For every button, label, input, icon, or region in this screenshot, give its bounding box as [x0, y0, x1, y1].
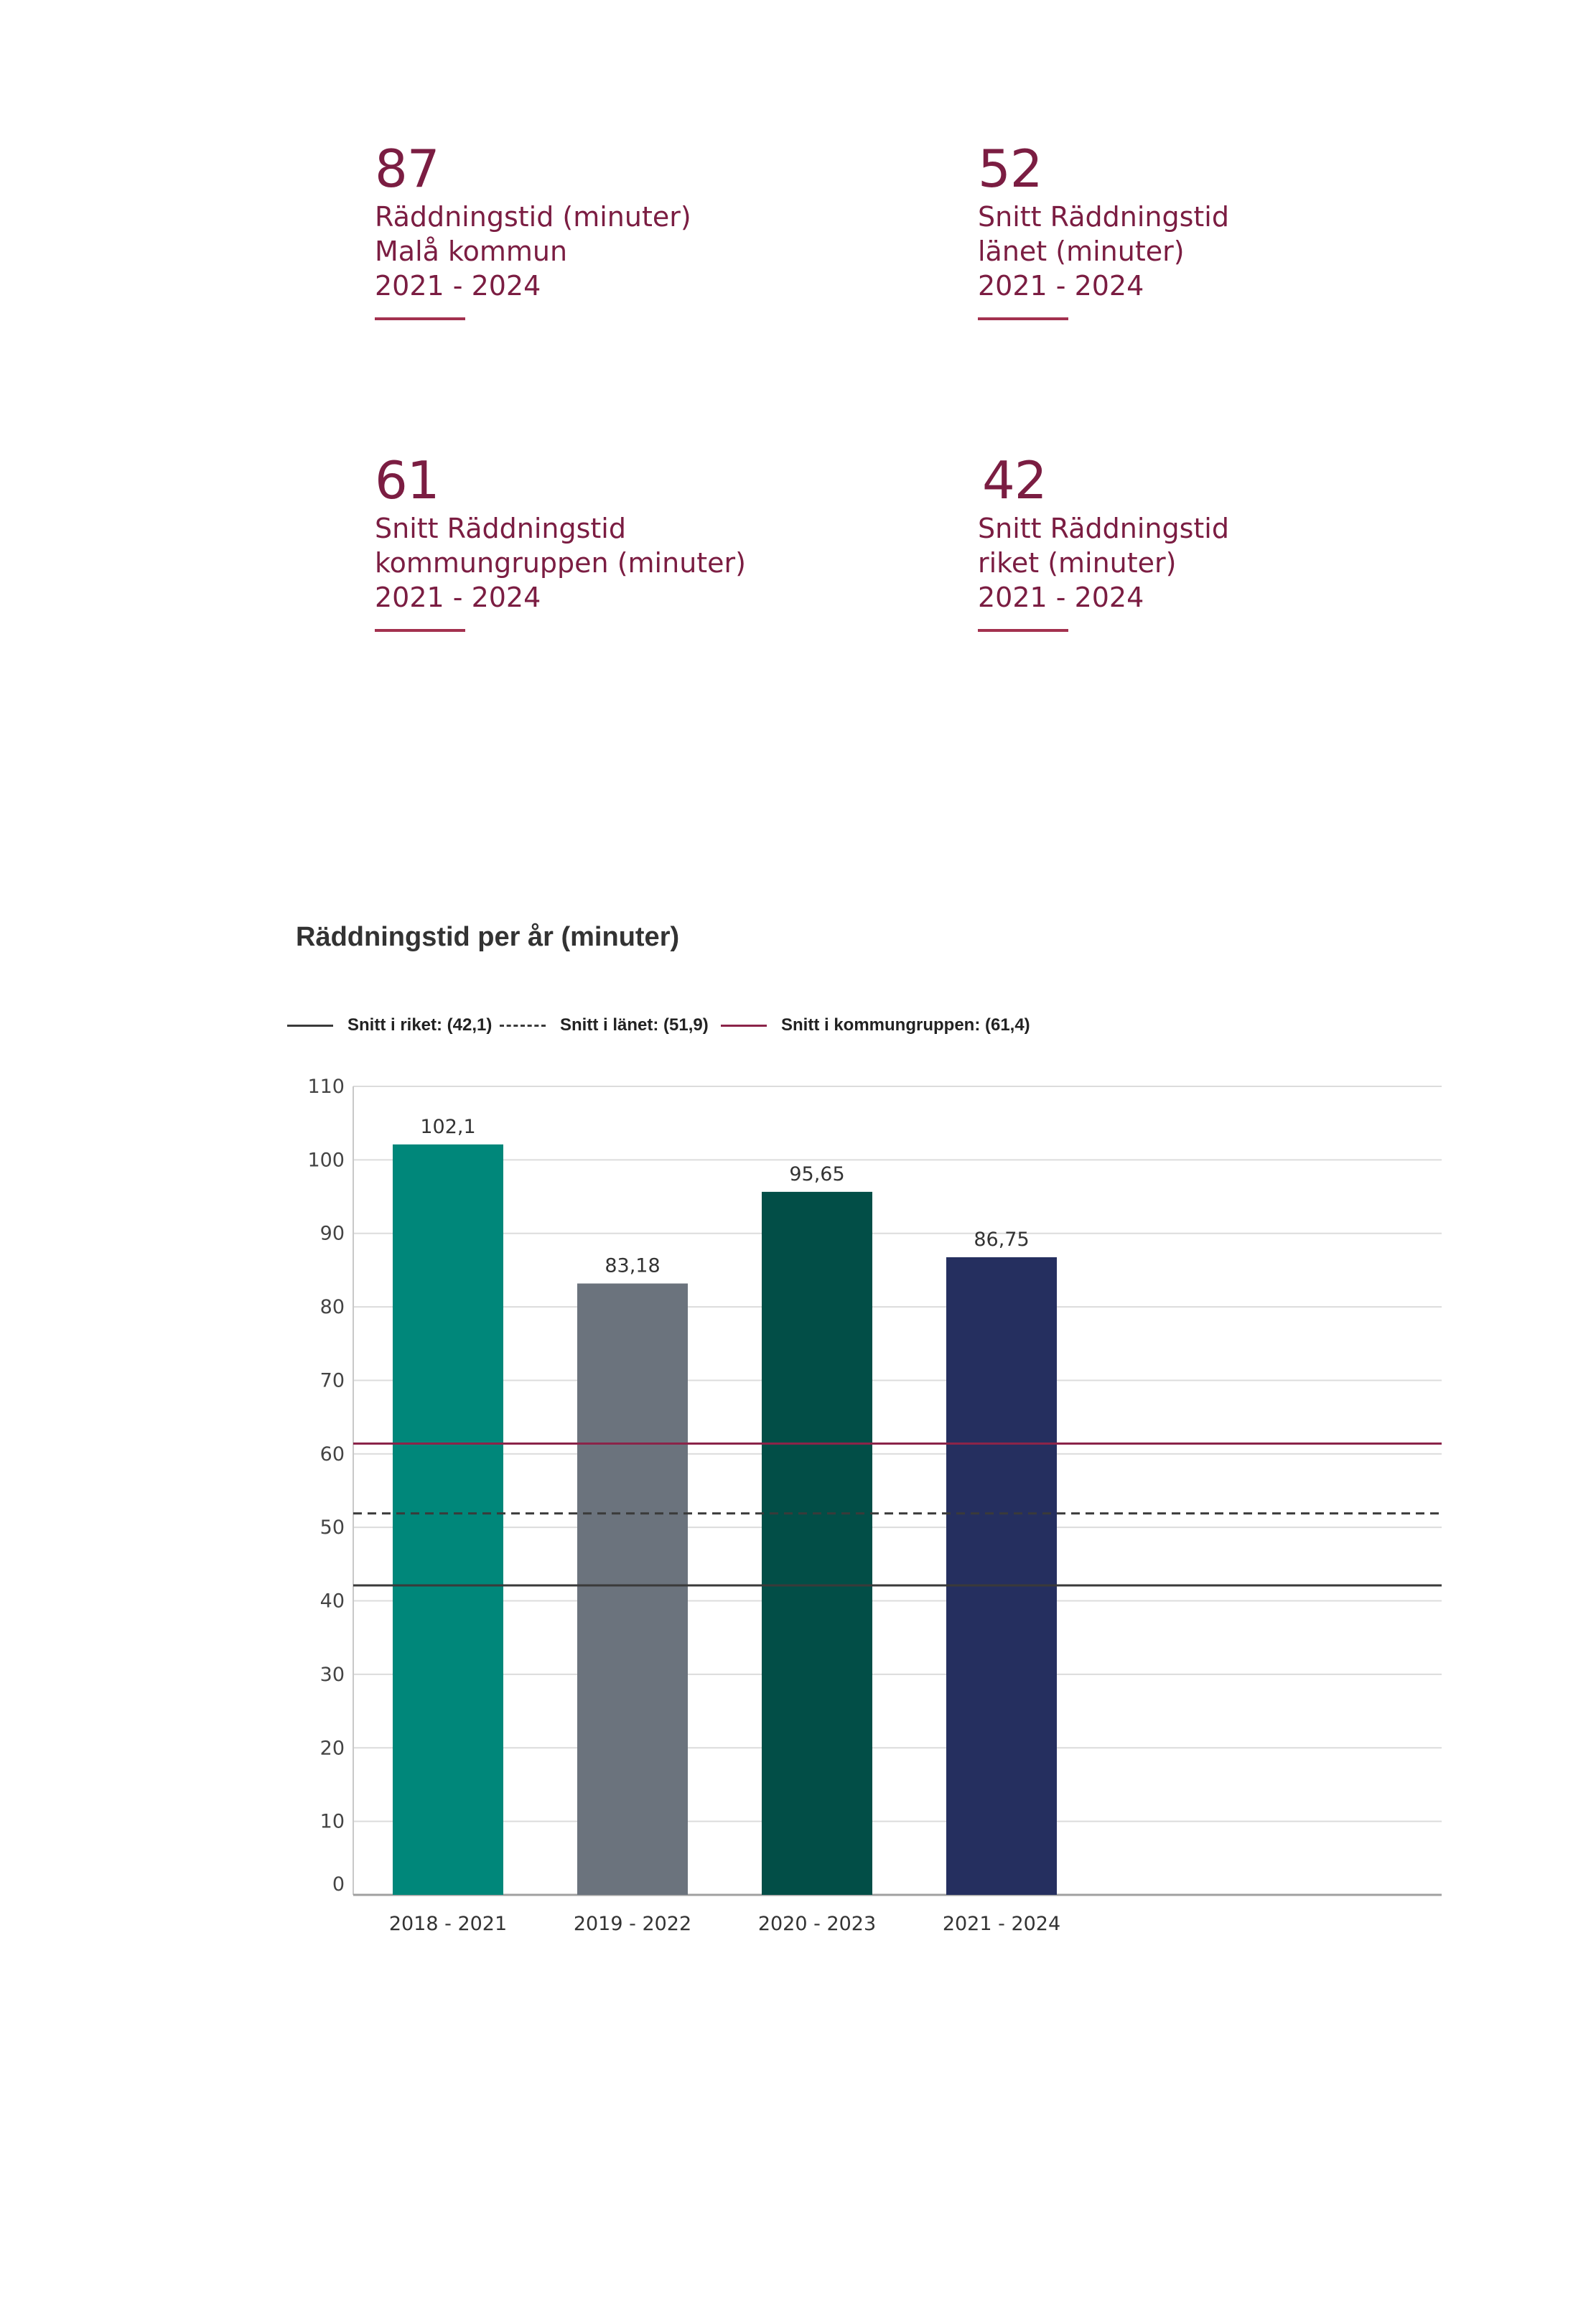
- y-tick-label: 20: [319, 1737, 345, 1760]
- stat-value: 87: [375, 139, 439, 199]
- stat-label: Snitt Räddningstid: [978, 513, 1229, 544]
- y-tick-label: 80: [319, 1296, 345, 1319]
- y-tick-label: 10: [319, 1810, 345, 1833]
- legend-label: Snitt i länet: (51,9): [560, 1015, 709, 1035]
- stat-value: 52: [978, 139, 1042, 199]
- bar: [946, 1257, 1057, 1895]
- legend-label: Snitt i riket: (42,1): [347, 1015, 493, 1035]
- bar-value-label: 83,18: [605, 1254, 661, 1277]
- y-tick-label: 70: [319, 1369, 345, 1392]
- bar: [577, 1284, 688, 1895]
- legend-label: Snitt i kommungruppen: (61,4): [781, 1015, 1030, 1035]
- y-tick-label: 30: [319, 1663, 345, 1686]
- stat-label: Snitt Räddningstid: [375, 513, 626, 544]
- stat-label: 2021 - 2024: [375, 270, 541, 302]
- stat-value: 61: [375, 450, 439, 511]
- chart-title: Räddningstid per år (minuter): [296, 922, 680, 952]
- bar-value-label: 86,75: [974, 1228, 1030, 1251]
- stat-value: 42: [982, 450, 1047, 511]
- stat-label: Snitt Räddningstid: [978, 201, 1229, 233]
- bar-value-label: 95,65: [789, 1162, 845, 1185]
- x-tick-label: 2021 - 2024: [942, 1913, 1061, 1935]
- stat-label: 2021 - 2024: [978, 270, 1144, 302]
- y-tick-label: 90: [319, 1222, 345, 1245]
- stat-label: länet (minuter): [978, 236, 1185, 267]
- stat-label: 2021 - 2024: [375, 582, 541, 613]
- stat-label: riket (minuter): [978, 547, 1177, 579]
- x-tick-label: 2018 - 2021: [388, 1913, 508, 1935]
- stat-label: Räddningstid (minuter): [375, 201, 691, 233]
- y-tick-label: 0: [332, 1873, 345, 1896]
- y-tick-label: 60: [319, 1443, 345, 1465]
- y-tick-label: 50: [319, 1516, 345, 1539]
- x-tick-label: 2020 - 2023: [757, 1913, 877, 1935]
- bar: [393, 1145, 503, 1895]
- stat-label: 2021 - 2024: [978, 582, 1144, 613]
- y-tick-label: 40: [319, 1590, 345, 1613]
- bar-value-label: 102,1: [420, 1115, 476, 1138]
- bar: [762, 1192, 872, 1895]
- x-tick-label: 2019 - 2022: [573, 1913, 692, 1935]
- stat-label: kommungruppen (minuter): [375, 547, 747, 579]
- y-tick-label: 100: [307, 1149, 345, 1172]
- stat-label: Malå kommun: [375, 236, 568, 267]
- y-tick-label: 110: [307, 1076, 345, 1098]
